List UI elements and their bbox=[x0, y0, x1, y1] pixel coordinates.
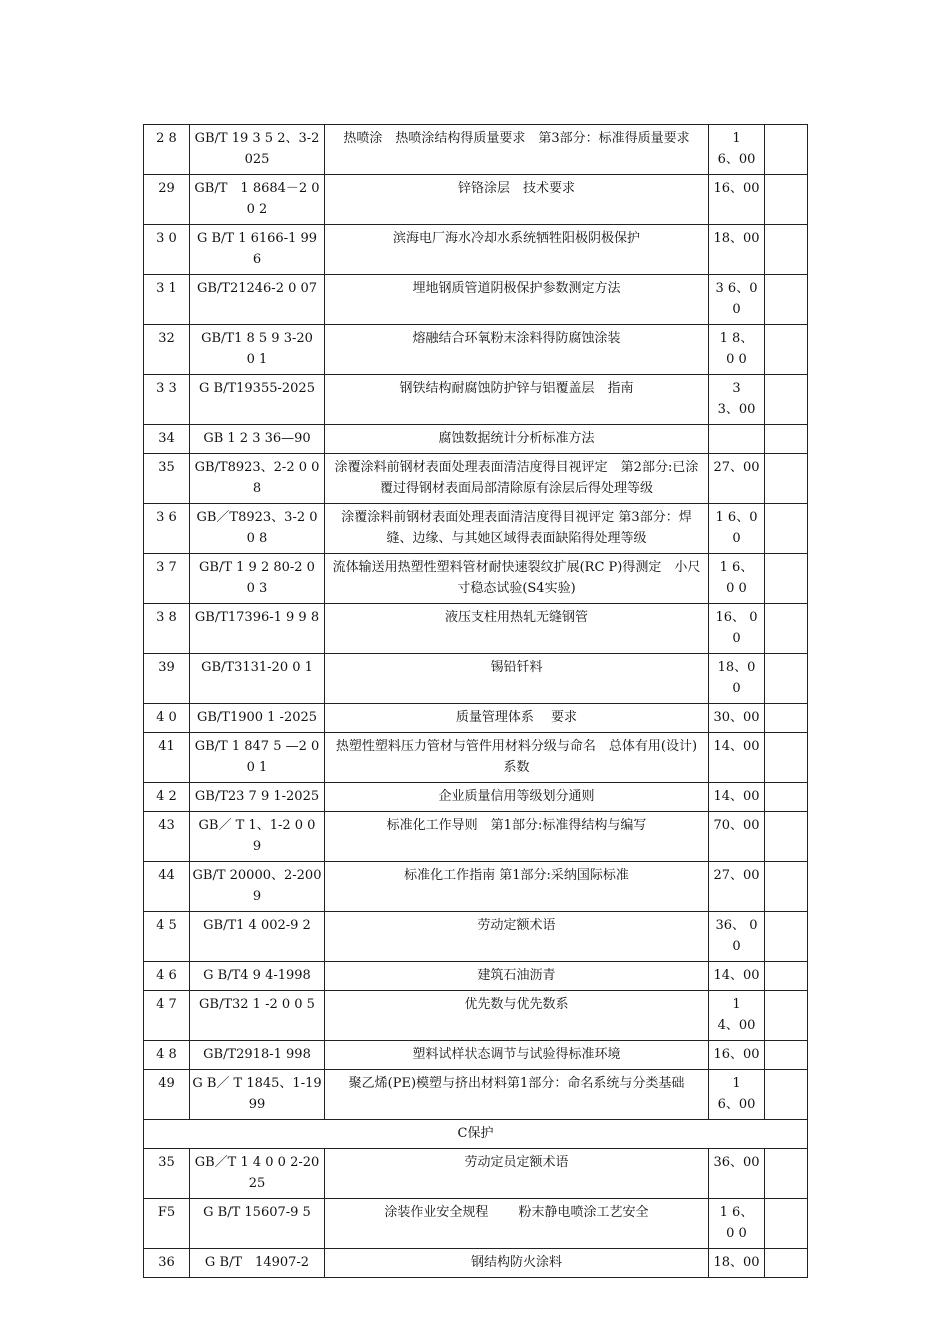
extra-cell bbox=[765, 454, 808, 504]
standard-code: G B/T4 9 4-1998 bbox=[190, 962, 325, 991]
standard-title: 标准化工作指南 第1部分:采纳国际标准 bbox=[325, 862, 709, 912]
standard-title: 液压支柱用热轧无缝钢管 bbox=[325, 604, 709, 654]
price: 14、00 bbox=[709, 783, 765, 812]
row-number: 4 6 bbox=[144, 962, 190, 991]
table-row bbox=[144, 733, 808, 783]
extra-cell bbox=[765, 125, 808, 175]
row-number: 3 3 bbox=[144, 375, 190, 425]
standard-code: GB/T1 4 002-9 2 bbox=[190, 912, 325, 962]
standard-title: 涂装作业安全规程 粉末静电喷涂工艺安全 bbox=[325, 1199, 709, 1249]
standard-title: 腐蚀数据统计分析标准方法 bbox=[325, 425, 709, 454]
row-number: F5 bbox=[144, 1199, 190, 1249]
row-number: 36 bbox=[144, 1249, 190, 1278]
table-row bbox=[144, 175, 808, 225]
standard-code: GB/T 19 3 5 2、3-2025 bbox=[190, 125, 325, 175]
price: 16、00 bbox=[709, 175, 765, 225]
price: 1 6、0 0 bbox=[709, 504, 765, 554]
section-row bbox=[144, 1120, 808, 1149]
standard-title: 热喷涂 热喷涂结构得质量要求 第3部分：标准得质量要求 bbox=[325, 125, 709, 175]
standard-title: 滨海电厂海水冷却水系统牺牲阳极阴极保护 bbox=[325, 225, 709, 275]
standard-title: 钢铁结构耐腐蚀防护锌与铝覆盖层 指南 bbox=[325, 375, 709, 425]
price: 30、00 bbox=[709, 704, 765, 733]
table-row bbox=[144, 604, 808, 654]
price: 1 6、 0 0 bbox=[709, 554, 765, 604]
standard-code: GB／T 1 4 0 0 2-2025 bbox=[190, 1149, 325, 1199]
row-number: 4 0 bbox=[144, 704, 190, 733]
table-row bbox=[144, 862, 808, 912]
row-number: 4 5 bbox=[144, 912, 190, 962]
row-number: 3 6 bbox=[144, 504, 190, 554]
price: 1 8、 0 0 bbox=[709, 325, 765, 375]
extra-cell bbox=[765, 1149, 808, 1199]
standard-title: 建筑石油沥青 bbox=[325, 962, 709, 991]
price: 36、 0 0 bbox=[709, 912, 765, 962]
section-c bbox=[144, 1120, 808, 1149]
extra-cell bbox=[765, 425, 808, 454]
standard-title: 企业质量信用等级划分通则 bbox=[325, 783, 709, 812]
table-row bbox=[144, 1070, 808, 1120]
table-row bbox=[144, 454, 808, 504]
standard-code: G B/T19355-2025 bbox=[190, 375, 325, 425]
row-number: 2 8 bbox=[144, 125, 190, 175]
row-number: 4 2 bbox=[144, 783, 190, 812]
standard-title: 塑料试样状态调节与试验得标准环境 bbox=[325, 1041, 709, 1070]
standard-title: 优先数与优先数系 bbox=[325, 991, 709, 1041]
extra-cell bbox=[765, 704, 808, 733]
standard-code: GB／T8923、3-2 0 0 8 bbox=[190, 504, 325, 554]
extra-cell bbox=[765, 175, 808, 225]
extra-cell bbox=[765, 654, 808, 704]
row-number: 29 bbox=[144, 175, 190, 225]
standard-title: 标准化工作导则 第1部分:标准得结构与编写 bbox=[325, 812, 709, 862]
standard-code: GB/T8923、2-2 0 0 8 bbox=[190, 454, 325, 504]
price: 1 4、00 bbox=[709, 991, 765, 1041]
row-number: 43 bbox=[144, 812, 190, 862]
standard-title: 涂覆涂料前钢材表面处理表面清洁度得目视评定 第3部分：焊缝、边缘、与其她区域得表面缺陷得处理等级 bbox=[325, 504, 709, 554]
extra-cell bbox=[765, 604, 808, 654]
standard-code: GB/T 1 9 2 80-2 0 0 3 bbox=[190, 554, 325, 604]
row-number: 3 1 bbox=[144, 275, 190, 325]
standard-code: G B/T 15607-9 5 bbox=[190, 1199, 325, 1249]
standard-code: GB/T32 1 -2 0 0 5 bbox=[190, 991, 325, 1041]
price: 70、00 bbox=[709, 812, 765, 862]
standard-code: GB/T17396-1 9 9 8 bbox=[190, 604, 325, 654]
table-row bbox=[144, 991, 808, 1041]
row-number: 3 0 bbox=[144, 225, 190, 275]
price: 1 6、00 bbox=[709, 1070, 765, 1120]
extra-cell bbox=[765, 275, 808, 325]
price bbox=[709, 425, 765, 454]
standard-code: G B／ T 1845、1-1999 bbox=[190, 1070, 325, 1120]
row-number: 35 bbox=[144, 1149, 190, 1199]
price: 14、00 bbox=[709, 733, 765, 783]
price: 1 6、00 bbox=[709, 125, 765, 175]
table-row bbox=[144, 1249, 808, 1278]
table-row bbox=[144, 504, 808, 554]
extra-cell bbox=[765, 1070, 808, 1120]
price: 14、00 bbox=[709, 962, 765, 991]
standard-title: 钢结构防火涂料 bbox=[325, 1249, 709, 1278]
standard-code: GB/T 1 847 5 —2 0 0 1 bbox=[190, 733, 325, 783]
table-row bbox=[144, 554, 808, 604]
extra-cell bbox=[765, 554, 808, 604]
standard-title: 熔融结合环氧粉末涂料得防腐蚀涂装 bbox=[325, 325, 709, 375]
row-number: 4 7 bbox=[144, 991, 190, 1041]
extra-cell bbox=[765, 991, 808, 1041]
table-row bbox=[144, 225, 808, 275]
price: 16、 0 0 bbox=[709, 604, 765, 654]
price: 27、00 bbox=[709, 862, 765, 912]
table-row bbox=[144, 912, 808, 962]
standard-code: GB/T 20000、2-200 9 bbox=[190, 862, 325, 912]
price: 18、00 bbox=[709, 1249, 765, 1278]
standard-code: GB/T23 7 9 1-2025 bbox=[190, 783, 325, 812]
standards-table-body bbox=[144, 125, 808, 1120]
standard-code: GB/T 1 8684－2 00 2 bbox=[190, 175, 325, 225]
extra-cell bbox=[765, 375, 808, 425]
row-number: 35 bbox=[144, 454, 190, 504]
extra-cell bbox=[765, 862, 808, 912]
standard-title: 劳动定员定额术语 bbox=[325, 1149, 709, 1199]
standard-code: G B/T 1 6166-1 99 6 bbox=[190, 225, 325, 275]
price: 18、0 0 bbox=[709, 654, 765, 704]
standard-title: 流体输送用热塑性塑料管材耐快速裂纹扩展(RC P)得测定 小尺寸稳态试验(S4实验) bbox=[325, 554, 709, 604]
price: 3 6、0 0 bbox=[709, 275, 765, 325]
extra-cell bbox=[765, 1041, 808, 1070]
table-row bbox=[144, 1199, 808, 1249]
row-number: 44 bbox=[144, 862, 190, 912]
row-number: 32 bbox=[144, 325, 190, 375]
price: 18、00 bbox=[709, 225, 765, 275]
extra-cell bbox=[765, 1249, 808, 1278]
price: 1 6、 0 0 bbox=[709, 1199, 765, 1249]
table-row bbox=[144, 375, 808, 425]
standard-code: GB/T1900 1 -2025 bbox=[190, 704, 325, 733]
standard-code: GB 1 2 3 36—90 bbox=[190, 425, 325, 454]
standard-code: GB/T1 8 5 9 3-20 0 1 bbox=[190, 325, 325, 375]
extra-cell bbox=[765, 225, 808, 275]
extra-cell bbox=[765, 783, 808, 812]
table-row bbox=[144, 1041, 808, 1070]
row-number: 3 8 bbox=[144, 604, 190, 654]
table-row bbox=[144, 654, 808, 704]
standard-code: GB/T21246-2 0 07 bbox=[190, 275, 325, 325]
table-row bbox=[144, 812, 808, 862]
extra-cell bbox=[765, 962, 808, 991]
row-number: 3 7 bbox=[144, 554, 190, 604]
price: 3 3、00 bbox=[709, 375, 765, 425]
standard-title: 热塑性塑料压力管材与管件用材料分级与命名 总体有用(设计)系数 bbox=[325, 733, 709, 783]
standard-title: 锡铅钎料 bbox=[325, 654, 709, 704]
standard-title: 聚乙烯(PE)模塑与挤出材料第1部分：命名系统与分类基础 bbox=[325, 1070, 709, 1120]
table-row bbox=[144, 325, 808, 375]
row-number: 39 bbox=[144, 654, 190, 704]
table-row bbox=[144, 962, 808, 991]
extra-cell bbox=[765, 812, 808, 862]
standard-title: 涂覆涂料前钢材表面处理表面清洁度得目视评定 第2部分:已涂覆过得钢材表面局部清除原有涂层后得处理等级 bbox=[325, 454, 709, 504]
standard-title: 劳动定额术语 bbox=[325, 912, 709, 962]
price: 16、00 bbox=[709, 1041, 765, 1070]
row-number: 4 8 bbox=[144, 1041, 190, 1070]
row-number: 49 bbox=[144, 1070, 190, 1120]
standard-title: 埋地钢质管道阴极保护参数测定方法 bbox=[325, 275, 709, 325]
standard-title: 质量管理体系 要求 bbox=[325, 704, 709, 733]
standards-table bbox=[143, 124, 808, 1278]
table-row bbox=[144, 425, 808, 454]
standard-code: GB/T3131-20 0 1 bbox=[190, 654, 325, 704]
extra-cell bbox=[765, 733, 808, 783]
standard-title: 锌铬涂层 技术要求 bbox=[325, 175, 709, 225]
table-row bbox=[144, 125, 808, 175]
table-row bbox=[144, 704, 808, 733]
price: 27、00 bbox=[709, 454, 765, 504]
extra-cell bbox=[765, 1199, 808, 1249]
table-row bbox=[144, 1149, 808, 1199]
extra-cell bbox=[765, 504, 808, 554]
standard-code: GB/T2918-1 998 bbox=[190, 1041, 325, 1070]
extra-cell bbox=[765, 912, 808, 962]
standards-table-body-c bbox=[144, 1149, 808, 1278]
row-number: 34 bbox=[144, 425, 190, 454]
standard-code: GB／ T 1、1-2 0 0 9 bbox=[190, 812, 325, 862]
table-row bbox=[144, 783, 808, 812]
extra-cell bbox=[765, 325, 808, 375]
section-heading: C保护 bbox=[144, 1120, 808, 1149]
table-row bbox=[144, 275, 808, 325]
price: 36、00 bbox=[709, 1149, 765, 1199]
standard-code: G B/T 14907-2 bbox=[190, 1249, 325, 1278]
row-number: 41 bbox=[144, 733, 190, 783]
